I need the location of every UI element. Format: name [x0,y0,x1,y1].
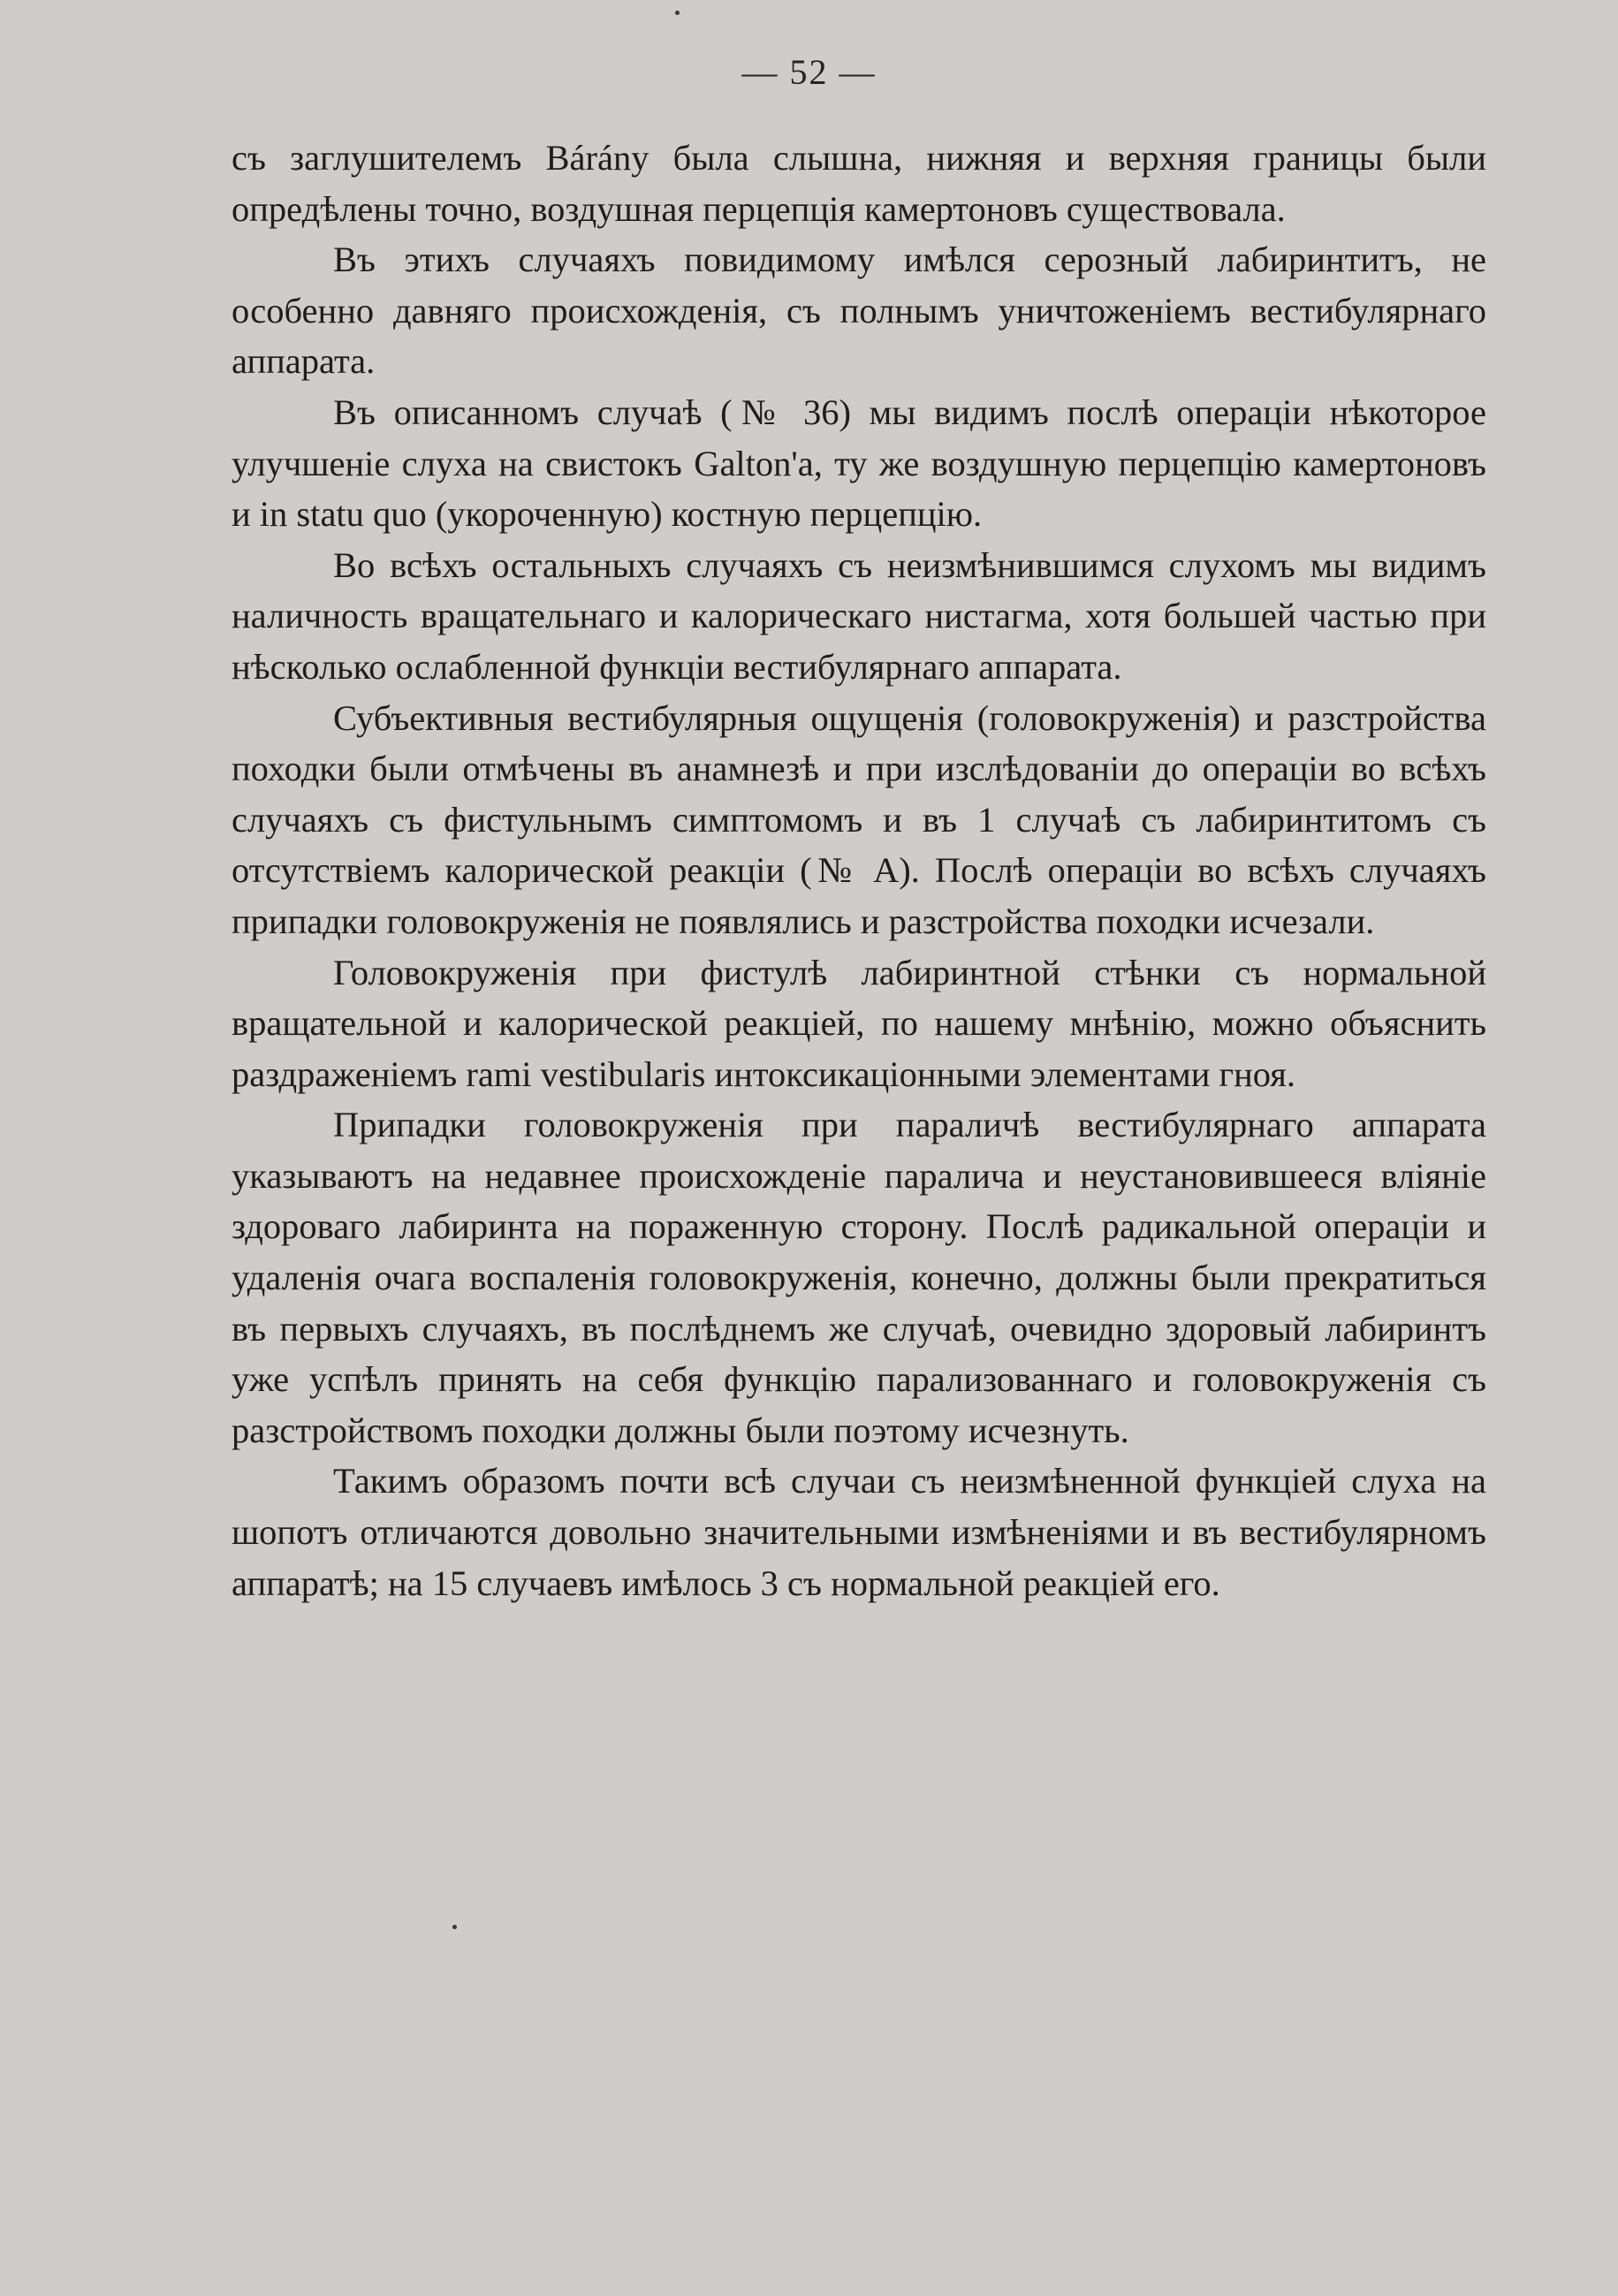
paragraph-1: съ заглушителемъ Bárány была слышна, нижняя и верхняя границы были опредѣлены точно, воздушная перцепція камертоновъ существовала. [232,138,1486,229]
paragraph-2: Въ этихъ случаяхъ повидимому имѣлся серозный лабиринтитъ, не особенно давняго происхожденія, съ полнымъ уничтоженіемъ вестибулярнаго аппарата. [232,239,1486,382]
page-number: — 52 — [741,52,877,92]
paragraph-8: Такимъ образомъ почти всѣ случаи съ неизмѣненной функціей слуха на шопотъ отличаются довольно значительными измѣненіями и въ вестибулярномъ аппаратѣ; на 15 случаевъ имѣлось 3 съ нормальной реакціей его. [232,1461,1486,1603]
print-speck [675,11,680,15]
body-text [232,133,1486,1608]
paragraph-6: Головокруженія при фистулѣ лабиринтной стѣнки съ нормальной вращательной и калорической реакціей, по нашему мнѣнію, можно объяснить раздраженіемъ rami vestibularis интоксикаціонными элементами гноя. [232,952,1486,1094]
paragraph-5: Субъективныя вестибулярныя ощущенія (головокруженія) и разстройства походки были отмѣчены въ анамнезѣ и при изслѣдованіи до операціи во всѣхъ случаяхъ съ фистульнымъ симптомомъ и въ 1 случаѣ съ лабиринтитомъ съ отсутствіемъ калорической реакціи (№ А). Послѣ операціи во всѣхъ случаяхъ припадки головокруженія не появлялись и разстройства походки исчезали. [232,697,1486,941]
paragraph-3: Въ описанномъ случаѣ (№ 36) мы видимъ послѣ операціи нѣкоторое улучшеніе слуха на свистокъ Galton'а, ту же воздушную перцепцію камертоновъ и in statu quo (укороченную) костную перцепцію. [232,392,1486,535]
paragraph-4: Во всѣхъ остальныхъ случаяхъ съ неизмѣнившимся слухомъ мы видимъ наличность вращательнаго и калорическаго нистагма, хотя большей частью при нѣсколько ослабленной функціи вестибулярнаго аппарата. [232,544,1486,687]
print-speck [452,1925,457,1929]
paragraph-7: Припадки головокруженія при параличѣ вестибулярнаго аппарата указываютъ на недавнее происхожденіе паралича и неустановившееся вліяніе здороваго лабиринта на пораженную сторону. Послѣ радикальной операціи и удаленія очага воспаленія головокруженія, конечно, должны были прекратиться въ первыхъ случаяхъ, въ послѣднемъ же случаѣ, очевидно здоровый лабиринтъ уже успѣлъ принять на себя функцію парализованнаго и головокруженія съ разстройствомъ походки должны были поэтому исчезнуть. [232,1105,1486,1450]
